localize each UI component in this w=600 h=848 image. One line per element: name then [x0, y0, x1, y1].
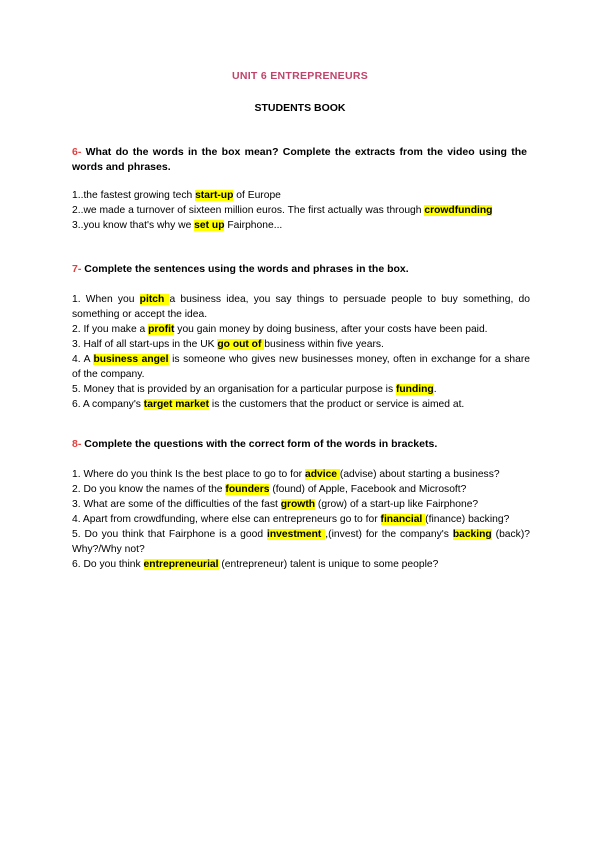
book-title: STUDENTS BOOK — [254, 102, 346, 114]
exercise-6-question: What do the words in the box mean? Complete the extracts from the video using the words and phrases. — [72, 146, 527, 173]
exercise-8-number: 8- — [72, 438, 82, 450]
unit-title: UNIT 6 ENTREPRENEURS — [231, 70, 369, 82]
sentence-text: 1..the fastest growing tech — [72, 190, 196, 201]
exercise-6-instruction — [72, 145, 527, 175]
exercise-7-question: Complete the sentences using the words and phrases in the box. — [81, 263, 409, 275]
sentence-text: you gain money by doing business, after your costs have been paid. — [174, 324, 488, 335]
sentence-line — [72, 352, 530, 382]
sentence-text: (entrepreneur) talent is unique to some people? — [218, 559, 439, 570]
sentence-line — [72, 322, 530, 337]
exercise-8-instruction — [72, 437, 527, 452]
sentence-text: a business idea, you say things to persuade people to buy something, do something or accept the idea. — [72, 294, 531, 320]
highlighted-answer: pitch — [139, 294, 170, 305]
sentence-line — [72, 337, 530, 352]
sentence-text: ,(invest) for the company's — [325, 529, 453, 540]
highlighted-answer: backing — [452, 529, 492, 540]
highlighted-answer: entrepreneurial — [143, 559, 219, 570]
sentence-text: (found) of Apple, Facebook and Microsoft? — [269, 484, 467, 495]
sentence-text: 3. Half of all start-ups in the UK — [72, 339, 218, 350]
sentence-text: 6. Do you think — [72, 559, 144, 570]
sentence-text: 2..we made a turnover of sixteen million euros. The first actually was through — [72, 205, 425, 216]
sentence-text: 1. Where do you think Is the best place to go to for — [72, 469, 305, 480]
sentence-text: business within five years. — [264, 339, 384, 350]
sentence-line — [72, 482, 530, 497]
highlighted-answer: investment — [267, 529, 326, 540]
sentence-text: Fairphone... — [224, 220, 283, 231]
sentence-text: 5. Money that is provided by an organisation for a particular purpose is — [72, 384, 396, 395]
highlighted-answer: crowdfunding — [424, 205, 493, 216]
sentence-line — [72, 467, 530, 482]
sentence-text: is the customers that the product or service is aimed at. — [209, 399, 465, 410]
sentence-text: 2. Do you know the names of the — [72, 484, 226, 495]
highlighted-answer: target market — [143, 399, 210, 410]
sentence-line — [72, 497, 530, 512]
sentence-line — [72, 188, 530, 203]
sentence-text: (advise) about starting a business? — [339, 469, 500, 480]
exercise-7-number: 7- — [72, 263, 82, 275]
sentence-line — [72, 527, 530, 557]
sentence-text: 3. What are some of the difficulties of the fast — [72, 499, 281, 510]
sentence-text: 1. When you — [72, 294, 140, 305]
highlighted-answer: growth — [280, 499, 316, 510]
exercise-7-lines — [72, 292, 530, 412]
exercise-6-lines — [72, 188, 530, 233]
sentence-line — [72, 292, 530, 322]
exercise-8-lines — [72, 467, 530, 572]
highlighted-answer: founders — [225, 484, 270, 495]
sentence-line — [72, 512, 530, 527]
highlighted-answer: business angel — [93, 354, 169, 365]
sentence-text: . — [433, 384, 437, 395]
highlighted-answer: profit — [148, 324, 175, 335]
sentence-line — [72, 203, 530, 218]
highlighted-answer: funding — [395, 384, 434, 395]
exercise-6-number: 6- — [72, 146, 82, 158]
highlighted-answer: advice — [304, 469, 340, 480]
sentence-text: 5. Do you think that Fairphone is a good — [72, 529, 267, 540]
sentence-text: of Europe — [233, 190, 281, 201]
highlighted-answer: go out of — [217, 339, 265, 350]
highlighted-answer: start-up — [195, 190, 234, 201]
sentence-text: (finance) backing? — [425, 514, 510, 525]
exercise-7-instruction — [72, 262, 527, 277]
sentence-text: (back)? Why?/Why not? — [72, 529, 530, 555]
sentence-text: 3..you know that's why we — [72, 220, 195, 231]
sentence-text: (grow) of a start-up like Fairphone? — [315, 499, 479, 510]
sentence-line — [72, 218, 530, 233]
sentence-line — [72, 397, 530, 412]
sentence-text: 4. A — [72, 354, 94, 365]
highlighted-answer: financial — [380, 514, 426, 525]
sentence-line — [72, 382, 530, 397]
sentence-text: 2. If you make a — [72, 324, 149, 335]
exercise-8-question: Complete the questions with the correct form of the words in brackets. — [81, 438, 438, 450]
sentence-line — [72, 557, 530, 572]
highlighted-answer: set up — [194, 220, 225, 231]
sentence-text: 6. A company's — [72, 399, 144, 410]
sentence-text: 4. Apart from crowdfunding, where else can entrepreneurs go to for — [72, 514, 381, 525]
sentence-text: is someone who gives new businesses money, often in exchange for a share of the company. — [72, 354, 530, 380]
